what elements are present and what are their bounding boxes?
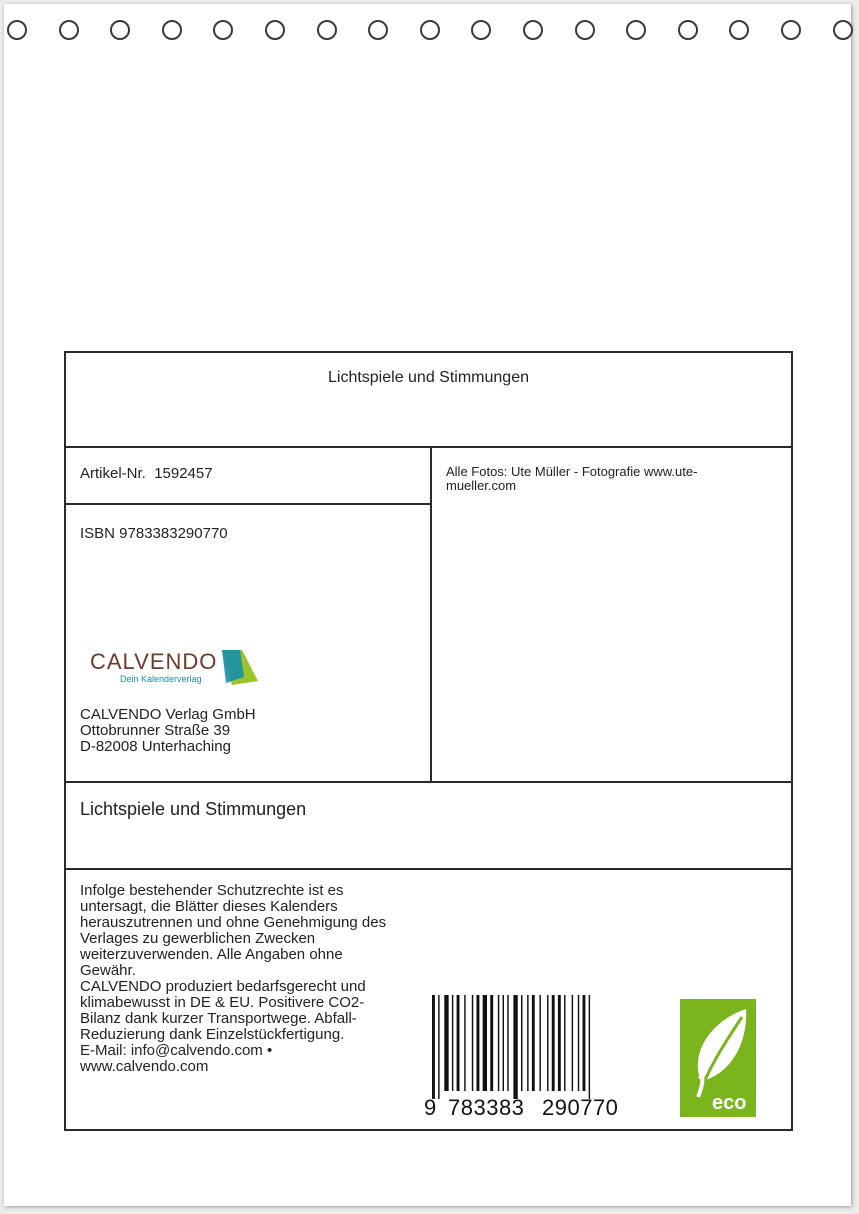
barcode-bar <box>589 995 590 1099</box>
barcode-bar <box>438 995 439 1099</box>
binding-ring <box>162 20 182 40</box>
binding-ring <box>368 20 388 40</box>
legal-line: Gewähr. <box>80 962 136 979</box>
eco-label: eco <box>712 1092 747 1114</box>
barcode-bar <box>477 995 480 1091</box>
calendar-title-top: Lichtspiele und Stimmungen <box>327 369 529 386</box>
barcode-bar <box>444 995 448 1091</box>
logo-wordmark: CALVENDO <box>90 649 218 674</box>
eco-badge <box>680 999 756 1117</box>
binding-ring <box>833 20 853 40</box>
binding-ring <box>678 20 698 40</box>
barcode-bar <box>572 995 573 1091</box>
binding-ring <box>265 20 285 40</box>
legal-line: CALVENDO produziert bedarfsgerecht und <box>80 978 366 995</box>
legal-line: E-Mail: info@calvendo.com • <box>80 1042 273 1059</box>
info-card <box>64 351 793 1131</box>
barcode-bar <box>452 995 453 1091</box>
logo-tagline: Dein Kalenderverlag <box>120 674 202 684</box>
barcode-bar <box>483 995 487 1091</box>
barcode-digits-group1: 783383 <box>448 1095 525 1118</box>
divider <box>66 503 430 505</box>
legal-line: www.calvendo.com <box>80 1058 209 1075</box>
binding-ring <box>420 20 440 40</box>
legal-line: Verlages zu gewerblichen Zwecken <box>80 930 316 947</box>
barcode-bar <box>558 995 561 1091</box>
barcode-digit-first: 9 <box>424 1095 437 1118</box>
barcode-bar <box>539 995 540 1091</box>
barcode-bar <box>464 995 465 1091</box>
article-number: Artikel-Nr. 1592457 <box>80 465 213 482</box>
barcode-bar <box>503 995 504 1091</box>
isbn: ISBN 9783383290770 <box>80 525 228 542</box>
barcode-bar <box>564 995 565 1091</box>
logo-leaf-teal <box>222 650 244 683</box>
binding-ring <box>626 20 646 40</box>
barcode-bar <box>583 995 586 1091</box>
barcode-bars <box>432 995 590 1099</box>
legal-line: Reduzierung dank Einzelstückfertigung. <box>80 1026 345 1043</box>
barcode-bar <box>578 995 579 1091</box>
barcode-bar <box>498 995 499 1091</box>
divider <box>66 868 791 870</box>
barcode-bar <box>552 995 555 1091</box>
barcode-bar <box>547 995 548 1091</box>
legal-line: untersagt, die Blätter dieses Kalenders <box>80 898 338 915</box>
barcode-bar <box>472 995 473 1091</box>
spiral-binding <box>0 20 859 48</box>
legal-notice <box>80 883 425 1075</box>
photo-credit: Alle Fotos: Ute Müller - Fotografie www.ute- mueller.com <box>446 464 698 493</box>
legal-line: herauszutrennen und ohne Genehmigung des <box>80 914 387 931</box>
legal-line: Bilanz dank kurzer Transportwege. Abfall- <box>80 1010 357 1027</box>
binding-ring <box>523 20 543 40</box>
legal-line: weiterzuverwenden. Alle Angaben ohne <box>80 946 343 963</box>
barcode-bar <box>507 995 508 1091</box>
binding-ring <box>575 20 595 40</box>
legal-line: klimabewusst in DE & EU. Positivere CO2- <box>80 994 365 1011</box>
barcode-bar <box>490 995 493 1091</box>
binding-ring <box>781 20 801 40</box>
calvendo-logo <box>90 647 265 691</box>
calendar-title-mid: Lichtspiele und Stimmungen <box>80 799 307 819</box>
divider <box>66 781 791 783</box>
binding-ring <box>729 20 749 40</box>
divider <box>66 446 791 448</box>
barcode-bar <box>432 995 435 1099</box>
isbn-barcode <box>422 993 632 1118</box>
publisher-address: CALVENDO Verlag GmbH Ottobrunner Straße 39 D-82008 Unterhaching <box>80 706 256 755</box>
barcode-bar <box>532 995 535 1091</box>
barcode-digits-group2: 290770 <box>542 1095 619 1118</box>
divider <box>430 446 432 783</box>
binding-ring <box>471 20 491 40</box>
binding-ring <box>59 20 79 40</box>
legal-line: Infolge bestehender Schutzrechte ist es <box>80 882 344 899</box>
barcode-bar <box>457 995 460 1091</box>
binding-ring <box>317 20 337 40</box>
binding-ring <box>7 20 27 40</box>
barcode-bar <box>527 995 528 1091</box>
binding-ring <box>213 20 233 40</box>
barcode-bar <box>513 995 517 1099</box>
binding-ring <box>110 20 130 40</box>
barcode-bar <box>521 995 522 1091</box>
